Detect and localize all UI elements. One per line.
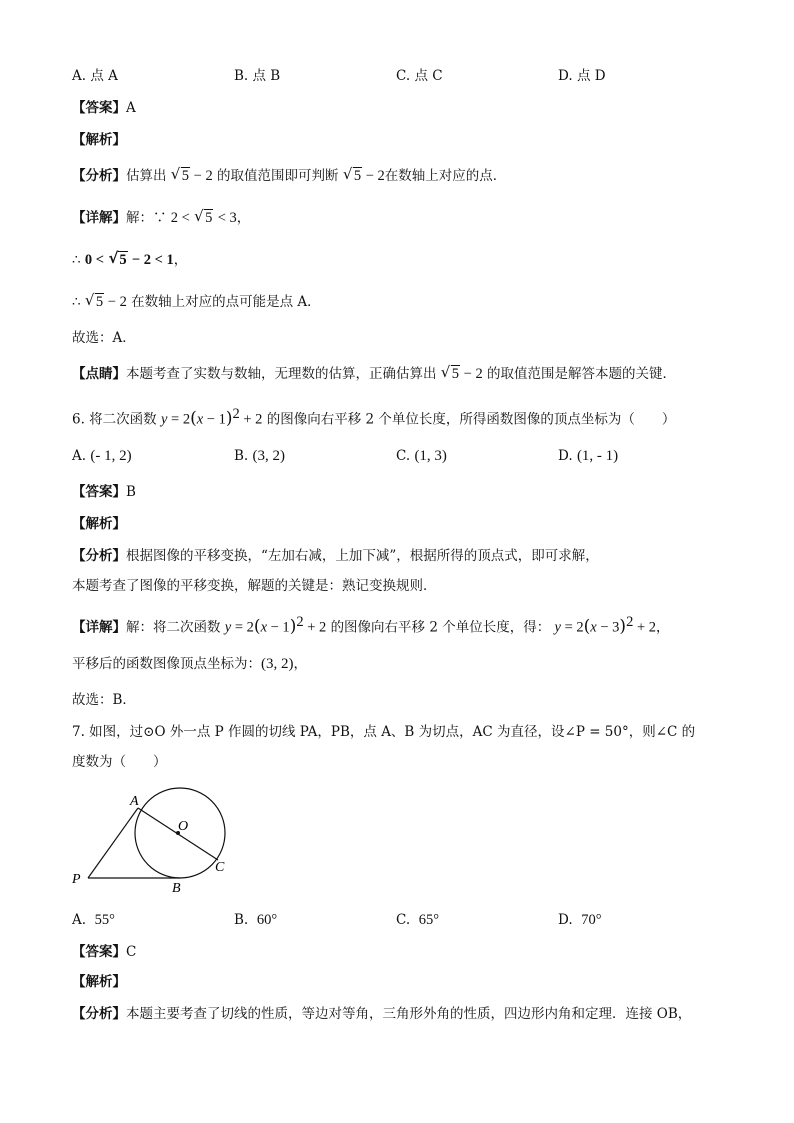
option-label: A. — [72, 68, 87, 84]
fenxi-text: 的取值范围即可判断 — [217, 168, 339, 184]
choose-text: 故选：A． — [72, 330, 136, 346]
option-text: 55° — [94, 912, 115, 928]
option-text: (1, - 1) — [576, 448, 619, 464]
fenxi-text: 本题主要考查了切线的性质，等边对等角，三角形外角的性质，四边形内角和定理．连接 OB， — [126, 1006, 692, 1022]
q5-xiangjie-line — [72, 208, 250, 228]
option-label: C. — [396, 912, 411, 928]
option-label: C. — [396, 448, 411, 464]
fenxi-tag: 【分析】 — [72, 1006, 126, 1022]
fenxi-text: 估算出 — [126, 168, 167, 184]
option-text: 点 D — [576, 68, 606, 84]
conclusion-text: 在数轴上对应的点可能是点 A． — [131, 294, 321, 310]
q6-fenxi-line-2 — [72, 576, 437, 596]
dianjing-tag: 【点睛】 — [72, 366, 126, 382]
therefore-symbol: ∴ — [72, 294, 81, 310]
fenxi-text: 本题考查了图像的平移变换，解题的关键是：熟记变换规则． — [72, 578, 437, 594]
option-label: D. — [558, 912, 573, 928]
math-var: y — [160, 411, 168, 428]
math-text: − 1 — [203, 411, 226, 428]
q7-jiexi-line — [72, 972, 126, 992]
q7-option-b — [234, 910, 277, 930]
choose-text: 故选：B． — [72, 692, 136, 708]
answer-tag: 【答案】 — [72, 944, 126, 960]
q5-option-d — [558, 66, 606, 86]
sqrt-expression: √ 5 — [194, 207, 213, 226]
math-text: = 2 — [560, 619, 584, 636]
jiexi-tag: 【解析】 — [72, 516, 126, 532]
q7-stem-line-2 — [72, 752, 167, 772]
option-text: (1, 3) — [414, 448, 447, 464]
option-label: B. — [234, 68, 249, 84]
q6-xiangjie-line: 【详解】解：将二次函数 $y = 2(x - 1)^2 + 2$ 的图像向右平移 2 个单位长度，得： $y = 2(x - 3)^2 + 2$， — [72, 614, 670, 637]
option-text: 点 A — [90, 68, 118, 84]
math-text: + 2 — [239, 411, 263, 428]
math-exponent: 2 — [232, 406, 240, 422]
punct: ， — [656, 619, 670, 636]
stem-text: 6. 将二次函数 — [72, 411, 157, 428]
math-var: y — [224, 619, 232, 636]
xiangjie-tag: 【详解】 — [72, 210, 126, 226]
label-p: P — [72, 872, 81, 887]
q5-choose-line — [72, 328, 136, 348]
punct: ， — [236, 210, 251, 226]
q5-answer-line — [72, 98, 136, 118]
math-exponent: 2 — [626, 614, 634, 630]
q6-answer-line — [72, 482, 136, 502]
math-text: + 2 — [303, 619, 327, 636]
stem-text: 度数为（ ） — [72, 754, 167, 770]
xiangjie-text: 解：∵ — [126, 210, 167, 226]
q5-option-b — [234, 66, 280, 86]
q5-jiexi-line — [72, 130, 126, 150]
option-label: A. — [72, 912, 87, 928]
option-text: 点 C — [414, 68, 443, 84]
q7-fenxi-line — [72, 1004, 691, 1024]
q6-option-b — [234, 446, 285, 466]
sqrt-expression: √ 5 — [342, 165, 362, 184]
punct: ， — [173, 252, 188, 268]
jiexi-tag: 【解析】 — [72, 974, 126, 990]
math-text: + 2 — [633, 619, 656, 636]
option-text: 65° — [418, 912, 440, 928]
answer-value: A — [126, 100, 136, 116]
math-var: y — [554, 619, 561, 636]
math-text: − 1 — [267, 619, 290, 636]
vertex-text: 平移后的函数图像顶点坐标为： — [72, 656, 261, 672]
sqrt-expression: √ 5 — [170, 165, 190, 184]
math-exponent: 2 — [296, 614, 304, 630]
xiangjie-text: 的图像向右平移 2 个单位长度，得： — [330, 619, 551, 636]
q5-fenxi-line — [72, 166, 506, 186]
math-var: x — [196, 411, 204, 428]
fenxi-tag: 【分析】 — [72, 168, 126, 184]
math-minus: − 2 — [362, 168, 385, 184]
tangent-pa — [88, 808, 138, 878]
q6-vertex-line — [72, 654, 307, 674]
q6-jiexi-line — [72, 514, 126, 534]
math-text: = 2 — [167, 411, 191, 428]
math-var: x — [260, 619, 267, 636]
jiexi-tag: 【解析】 — [72, 132, 126, 148]
stem-text: 7. 如图，过⊙O 外一点 P 作圆的切线 PA，PB，点 A、B 为切点，AC 为直径，设∠P = 50°，则∠C 的 — [72, 724, 696, 740]
xiangjie-text: 解：将二次函数 — [126, 619, 221, 636]
math-text: 0 < — [84, 252, 105, 268]
therefore-symbol: ∴ — [72, 252, 81, 268]
q5-dianjing-line — [72, 364, 676, 384]
dianjing-text: 本题考查了实数与数轴，无理数的估算，正确估算出 — [126, 366, 437, 382]
punct: ， — [293, 656, 307, 672]
q6-option-d — [558, 446, 618, 466]
math-text: 2 < — [170, 210, 190, 226]
q5-option-a — [72, 66, 118, 86]
q7-option-a — [72, 910, 115, 930]
label-o: O — [178, 819, 189, 834]
option-label: D. — [558, 68, 573, 84]
option-text: (- 1, 2) — [90, 448, 132, 464]
dianjing-text: 的取值范围是解答本题的关键． — [487, 366, 677, 382]
option-text: 点 B — [252, 68, 281, 84]
sqrt-expression: √ 5 — [440, 363, 460, 382]
option-text: 60° — [256, 912, 278, 928]
option-label: C. — [396, 68, 411, 84]
q7-option-c — [396, 910, 439, 930]
math-var: x — [590, 619, 597, 636]
label-a: A — [130, 794, 139, 809]
q7-option-d — [558, 910, 602, 930]
option-text: (3, 2) — [252, 448, 286, 464]
math-minus: − 2 — [190, 168, 213, 184]
stem-text: 的图像向右平移 2 个单位长度，所得函数图像的顶点坐标为（ ） — [266, 411, 676, 428]
q6-option-c — [396, 446, 447, 466]
q6-choose-line — [72, 690, 136, 710]
xiangjie-tag: 【详解】 — [72, 619, 126, 636]
q5-step2-line — [72, 292, 321, 312]
option-label: A. — [72, 448, 87, 464]
sqrt-expression: √ 5 — [108, 249, 127, 268]
option-label: B. — [234, 912, 249, 928]
option-label: B. — [234, 448, 249, 464]
answer-value: C — [126, 944, 137, 960]
q5-option-c — [396, 66, 443, 86]
math-text: < 3 — [217, 210, 237, 226]
math-text: − 3 — [596, 619, 620, 636]
math-minus: − 2 — [460, 366, 483, 382]
label-c: C — [215, 860, 225, 875]
fenxi-text: 根据图像的平移变换，“左加右减，上加下减”，根据所得的顶点式，即可求解， — [126, 548, 599, 564]
sqrt-expression: √ 5 — [84, 291, 104, 310]
answer-tag: 【答案】 — [72, 484, 126, 500]
option-label: D. — [558, 448, 573, 464]
answer-value: B — [126, 484, 136, 500]
math-text: = 2 — [231, 619, 254, 636]
q6-option-a — [72, 446, 132, 466]
fenxi-text: 在数轴上对应的点． — [384, 168, 507, 184]
answer-tag: 【答案】 — [72, 100, 126, 116]
option-text: 70° — [581, 912, 602, 928]
q6-fenxi-line — [72, 546, 599, 566]
q5-step1-line — [72, 250, 187, 270]
q7-answer-line — [72, 942, 136, 962]
q6-stem: 6. 将二次函数 $y = 2(x - 1)^2 + 2$ 的图像向右平移 2 个单位长度，所得函数图像的顶点坐标为（ ） — [72, 406, 676, 429]
label-b: B — [172, 881, 181, 896]
math-minus: − 2 — [104, 294, 127, 310]
vertex-value: (3, 2) — [261, 656, 294, 672]
math-text: − 2 < 1 — [131, 252, 174, 268]
fenxi-tag: 【分析】 — [72, 548, 126, 564]
q7-stem-line-1 — [72, 722, 695, 742]
q7-geometry-figure — [68, 788, 238, 896]
